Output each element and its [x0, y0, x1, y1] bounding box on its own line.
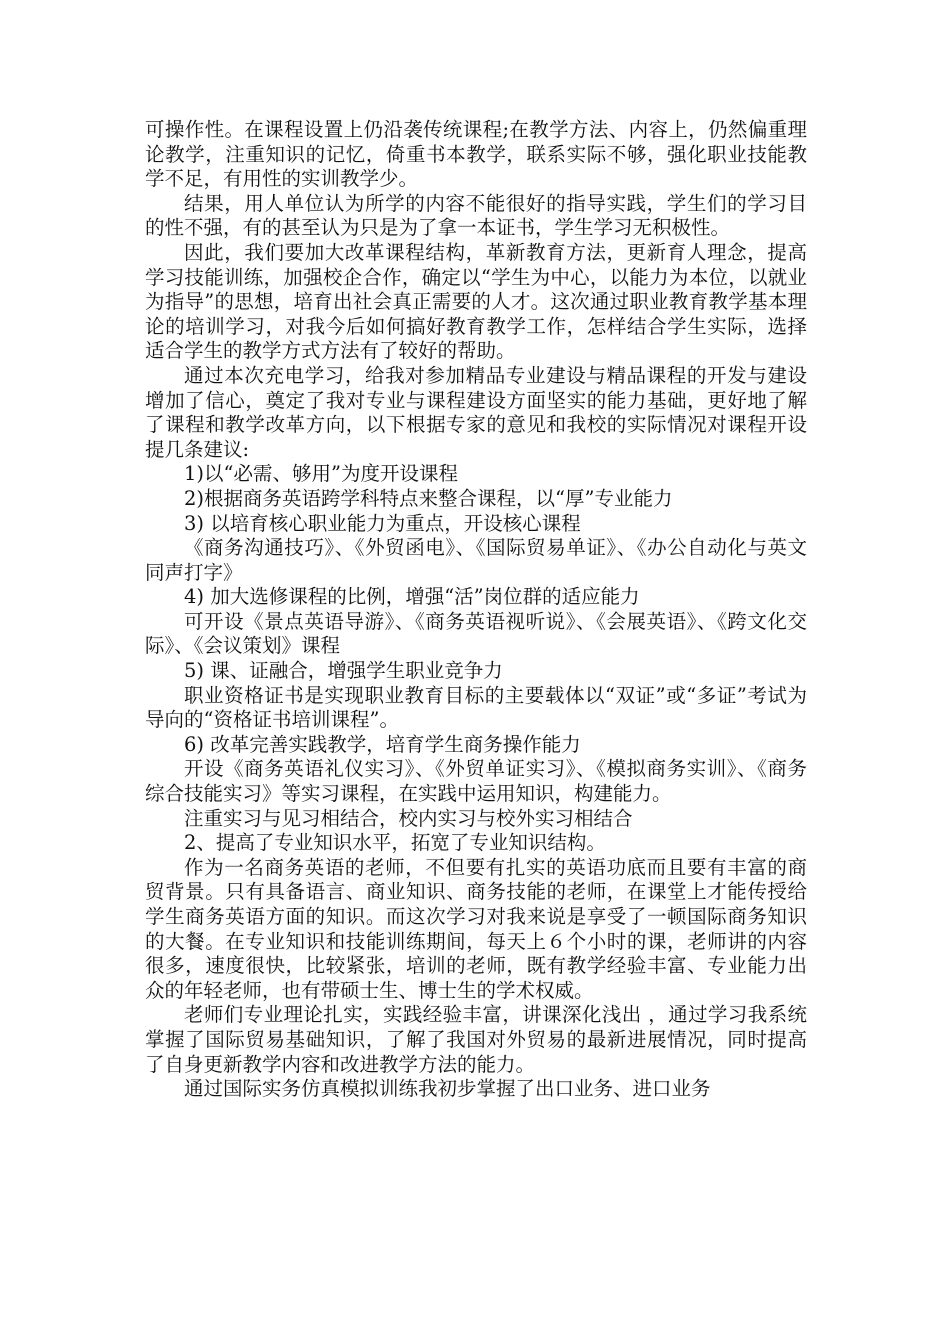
paragraph-1: 可操作性。在课程设置上仍沿袭传统课程;在教学方法、内容上，仍然偏重理论教学，注重知识的记忆，倚重书本教学，联系实际不够，强化职业技能教学不足，有用性的实训教学少。: [145, 118, 807, 191]
suggestion-6-note: 注重实习与见习相结合，校内实习与校外实习相结合: [184, 806, 633, 830]
paragraph-3: 因此，我们要加大改革课程结构，革新教育方法，更新育人理念，提高学习技能训练，加强校企合作，确定以“学生为中心，以能力为本位，以就业为指导”的思想，培育出社会真正需要的人才。这次通过职业教育教学基本理论的培训学习，对我今后如何搞好教育教学工作，怎样结合学生实际，选择适合学生的教学方式方法有了较好的帮助。: [145, 240, 807, 363]
paragraph-simulation: 通过国际实务仿真模拟训练我初步掌握了出口业务、进口业务: [184, 1077, 711, 1101]
suggestion-3: 3) 以培育核心职业能力为重点，开设核心课程: [184, 511, 581, 535]
suggestion-5: 5) 课、证融合，增强学生职业竞争力: [184, 659, 503, 683]
suggestion-4-courses: 可开设《景点英语导游》、《商务英语视听说》、《会展英语》、《跨文化交际》、《会议策划》课程: [145, 609, 807, 658]
paragraph-teachers: 老师们专业理论扎实，实践经验丰富，讲课深化浅出 ，通过学习我系统掌握了国际贸易基础知识，了解了我国对外贸易的最新进展情况，同时提高了自身更新教学内容和改进教学方法的能力。: [145, 1003, 807, 1076]
suggestion-6-courses: 开设《商务英语礼仪实习》、《外贸单证实习》、《模拟商务实训》、《商务综合技能实习》等实习课程，在实践中运用知识，构建能力。: [145, 757, 807, 806]
suggestion-2: 2)根据商务英语跨学科特点来整合课程，以“厚”专业能力: [184, 486, 673, 510]
suggestion-4: 4) 加大选修课程的比例，增强“活”岗位群的适应能力: [184, 585, 640, 609]
paragraph-teacher-role: 作为一名商务英语的老师，不但要有扎实的英语功底而且要有丰富的商贸背景。只有具备语言、商业知识、商务技能的老师，在课堂上才能传授给学生商务英语方面的知识。而这次学习对我来说是享受了一顿国际商务知识的大餐。在专业知识和技能训练期间，每天上６个小时的课，老师讲的内容很多，速度很快，比较紧张，培训的老师，既有教学经验丰富、专业能力出众的年轻老师，也有带硕士生、博士生的学术权威。: [145, 855, 807, 1002]
document-page: [145, 118, 807, 1102]
suggestion-6: 6) 改革完善实践教学，培育学生商务操作能力: [184, 732, 581, 756]
section-heading-2: 2、提高了专业知识水平，拓宽了专业知识结构。: [184, 831, 606, 855]
paragraph-2: 结果，用人单位认为所学的内容不能很好的指导实践，学生们的学习目的性不强，有的甚至认为只是为了拿一本证书，学生学习无积极性。: [145, 191, 807, 240]
suggestion-1: 1)以“必需、够用”为度开设课程: [184, 462, 458, 486]
paragraph-4: 通过本次充电学习，给我对参加精品专业建设与精品课程的开发与建设增加了信心，奠定了我对专业与课程建设方面坚实的能力基础，更好地了解了课程和教学改革方向，以下根据专家的意见和我校的实际情况对课程开设提几条建议:: [145, 363, 807, 461]
suggestion-5-detail: 职业资格证书是实现职业教育目标的主要载体以“双证”或“多证”考试为导向的“资格证书培训课程”。: [145, 683, 807, 732]
suggestion-3-courses: 《商务沟通技巧》、《外贸函电》、《国际贸易单证》、《办公自动化与英文同声打字》: [145, 536, 807, 584]
